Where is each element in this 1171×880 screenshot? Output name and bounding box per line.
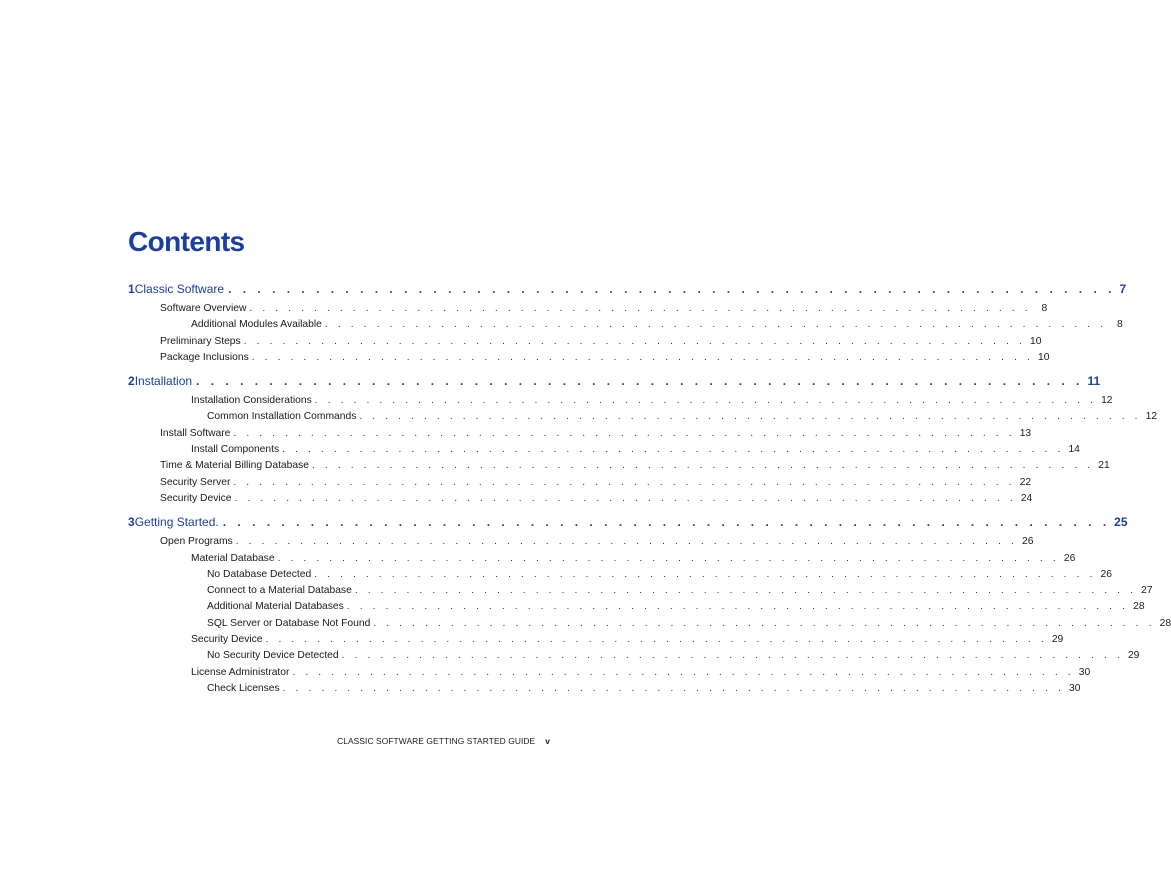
toc-entry[interactable] — [128, 634, 1064, 650]
dot-leader: . . . . . . . . . . . . . . . . . . . . . . . . . . . . . . . . . . . . . . . . . . . . . . . . . . . . . . . . . . . . . — [265, 634, 1048, 646]
entry-title: No Security Device Detected — [207, 650, 339, 662]
entry-page-number: 28 — [1133, 601, 1145, 613]
page-footer — [300, 736, 550, 746]
toc-entry[interactable] — [128, 351, 1050, 368]
entry-page-number: 12 — [1145, 411, 1158, 423]
entry-title: Check Licenses — [207, 682, 280, 694]
entry-title: SQL Server or Database Not Found — [207, 617, 371, 629]
dot-leader: . . . . . . . . . . . . . . . . . . . . . . . . . . . . . . . . . . . . . . . . . . . . . . . . . . . . . . . . . . . . . — [359, 411, 1142, 423]
toc-entry[interactable] — [128, 666, 1091, 683]
chapter-number: 1 — [128, 282, 135, 296]
toc-entry[interactable] — [128, 617, 1171, 634]
entry-title: Material Database — [191, 552, 275, 564]
toc-entry[interactable] — [128, 492, 1033, 509]
dot-leader: . . . . . . . . . . . . . . . . . . . . . . . . . . . . . . . . . . . . . . . . . . . . . . . . . . . . . . . . . . . . . — [277, 552, 1060, 564]
toc-entry[interactable] — [128, 650, 1140, 666]
entry-page-number: 8 — [1116, 319, 1123, 331]
entry-page-number: 12 — [1101, 395, 1113, 407]
entry-title: Security Device — [160, 492, 232, 504]
dot-leader: . . . . . . . . . . . . . . . . . . . . . . . . . . . . . . . . . . . . . . . . . . . . . . . . . . . . . . . . . . . . . — [354, 585, 1137, 597]
chapter-title: Getting Started. — [134, 515, 219, 530]
toc-entry[interactable] — [128, 460, 1110, 476]
entry-page-number: 13 — [1019, 427, 1032, 439]
chapter-page-number: 25 — [1114, 515, 1128, 530]
footer-guide-title: CLASSIC SOFTWARE GETTING STARTED GUIDE — [337, 736, 536, 746]
entry-page-number: 14 — [1068, 444, 1080, 456]
chapter-title: Classic Software — [134, 282, 225, 296]
toc-entry[interactable] — [128, 585, 1153, 601]
chapter-number: 3 — [128, 515, 135, 530]
chapter-page-number: 7 — [1119, 282, 1127, 296]
toc-chapter-link[interactable] — [128, 515, 1128, 535]
entry-page-number: 29 — [1051, 634, 1064, 646]
entry-title: Additional Material Databases — [207, 601, 344, 613]
entry-title: Install Software — [160, 427, 231, 439]
dot-leader: . . . . . . . . . . . . . . . . . . . . . . . . . . . . . . . . . . . . . . . . . . . . . . . . . . . . . . . . . . . . . — [346, 601, 1129, 613]
dot-leader: . . . . . . . . . . . . . . . . . . . . . . . . . . . . . . . . . . . . . . . . . . . . . . . . . . . . . . . . . . . . . — [233, 427, 1016, 439]
entry-page-number: 29 — [1127, 650, 1140, 662]
entry-title: Connect to a Material Database — [207, 585, 352, 597]
entry-title: Security Device — [191, 634, 263, 646]
toc-entry[interactable] — [128, 319, 1123, 335]
toc-entry[interactable] — [128, 601, 1145, 617]
entry-title: Package Inclusions — [160, 351, 249, 363]
entry-page-number: 26 — [1100, 568, 1112, 580]
toc-entry[interactable] — [128, 395, 1113, 411]
entry-title: Install Components — [191, 444, 280, 456]
entry-page-number: 24 — [1020, 492, 1033, 504]
toc-chapter — [128, 374, 1158, 509]
dot-leader: . . . . . . . . . . . . . . . . . . . . . . . . . . . . . . . . . . . . . . . . . . . . . . . . . . . . . . . . . . . . . — [314, 568, 1096, 580]
dot-leader: . . . . . . . . . . . . . . . . . . . . . . . . . . . . . . . . . . . . . . . . . . . . . . . . . . . . . . . . . . . . . — [324, 319, 1107, 331]
toc-entry[interactable] — [128, 444, 1080, 460]
dot-leader: . . . . . . . . . . . . . . . . . . . . . . . . . . . . . . . . . . . . . . . . . . . . . . . . . . . . . . . . . . . . . — [314, 395, 1097, 407]
chapter-number: 2 — [128, 374, 135, 389]
dot-leader: . . . . . . . . . . . . . . . . . . . . . . . . . . . . . . . . . . . . . . . . . . . . . . . . . . . . . . . . . . . . . — [282, 682, 1065, 694]
dot-leader: . . . . . . . . . . . . . . . . . . . . . . . . . . . . . . . . . . . . . . . . . . . . . . . . . . . . . . . . . . . . . — [251, 351, 1034, 363]
toc-chapter — [128, 515, 1171, 699]
chapter-title: Installation — [134, 374, 193, 389]
entry-title: Time & Material Billing Database — [160, 460, 309, 472]
entry-title: Open Programs — [160, 536, 233, 548]
toc-entry[interactable] — [128, 552, 1076, 569]
dot-leader: . . . . . . . . . . . . . . . . . . . . . . . . . . . . . . . . . . . . . . . . . . . . . . . . . . . . . . . . . . . . . — [196, 374, 1084, 389]
dot-leader: . . . . . . . . . . . . . . . . . . . . . . . . . . . . . . . . . . . . . . . . . . . . . . . . . . . . . . . . . . . . . — [222, 515, 1111, 530]
dot-leader: . . . . . . . . . . . . . . . . . . . . . . . . . . . . . . . . . . . . . . . . . . . . . . . . . . . . . . . . . . . . . — [249, 303, 1032, 314]
entry-title: Additional Modules Available — [191, 319, 322, 331]
toc-chapter-link[interactable] — [128, 282, 1127, 302]
toc-entry[interactable] — [128, 411, 1158, 427]
entry-page-number: 10 — [1038, 351, 1050, 363]
toc-entry[interactable] — [128, 303, 1048, 319]
entry-title: No Database Detected — [207, 568, 312, 580]
toc-entry[interactable] — [128, 476, 1032, 493]
toc-entry[interactable] — [128, 536, 1034, 552]
toc-entry[interactable] — [128, 682, 1081, 699]
dot-leader: . . . . . . . . . . . . . . . . . . . . . . . . . . . . . . . . . . . . . . . . . . . . . . . . . . . . . . . . . . . . . — [233, 476, 1016, 488]
entry-page-number: 26 — [1021, 536, 1034, 548]
toc-chapter-link[interactable] — [128, 374, 1101, 394]
dot-leader: . . . . . . . . . . . . . . . . . . . . . . . . . . . . . . . . . . . . . . . . . . . . . . . . . . . . . . . . . . . . . — [243, 335, 1026, 347]
dot-leader: . . . . . . . . . . . . . . . . . . . . . . . . . . . . . . . . . . . . . . . . . . . . . . . . . . . . . . . . . . . . . — [341, 650, 1124, 662]
chapter-page-number: 11 — [1087, 374, 1101, 389]
entry-page-number: 30 — [1068, 682, 1081, 694]
entry-page-number: 30 — [1078, 666, 1091, 678]
table-of-contents — [128, 282, 1171, 705]
dot-leader: . . . . . . . . . . . . . . . . . . . . . . . . . . . . . . . . . . . . . . . . . . . . . . . . . . . . . . . . . . . . . — [282, 444, 1064, 456]
entry-page-number: 21 — [1098, 460, 1110, 472]
entry-page-number: 26 — [1063, 552, 1076, 564]
entry-page-number: 22 — [1019, 476, 1032, 488]
dot-leader: . . . . . . . . . . . . . . . . . . . . . . . . . . . . . . . . . . . . . . . . . . . . . . . . . . . . . . . . . . . . . — [228, 282, 1116, 296]
entry-title: License Administrator — [191, 666, 290, 678]
entry-page-number: 10 — [1029, 335, 1042, 347]
entry-page-number: 28 — [1159, 617, 1171, 629]
toc-entry[interactable] — [128, 427, 1032, 444]
entry-page-number: 8 — [1041, 303, 1048, 314]
entry-page-number: 27 — [1141, 585, 1153, 597]
dot-leader: . . . . . . . . . . . . . . . . . . . . . . . . . . . . . . . . . . . . . . . . . . . . . . . . . . . . . . . . . . . . . — [292, 666, 1075, 678]
footer-page-number: v — [545, 736, 550, 746]
dot-leader: . . . . . . . . . . . . . . . . . . . . . . . . . . . . . . . . . . . . . . . . . . . . . . . . . . . . . . . . . . . . . — [235, 536, 1018, 548]
entry-title: Common Installation Commands — [207, 411, 357, 423]
page-title: Contents — [128, 226, 245, 257]
dot-leader: . . . . . . . . . . . . . . . . . . . . . . . . . . . . . . . . . . . . . . . . . . . . . . . . . . . . . . . . . . . . . — [311, 460, 1094, 472]
toc-entry[interactable] — [128, 335, 1042, 352]
entry-title: Preliminary Steps — [160, 335, 241, 347]
dot-leader: . . . . . . . . . . . . . . . . . . . . . . . . . . . . . . . . . . . . . . . . . . . . . . . . . . . . . . . . . . . . . — [234, 492, 1017, 504]
toc-chapter — [128, 282, 1127, 368]
entry-title: Installation Considerations — [191, 395, 312, 407]
entry-title: Security Server — [160, 476, 231, 488]
toc-entry[interactable] — [128, 568, 1112, 585]
entry-title: Software Overview — [160, 303, 247, 314]
dot-leader: . . . . . . . . . . . . . . . . . . . . . . . . . . . . . . . . . . . . . . . . . . . . . . . . . . . . . . . . . . . . . — [373, 617, 1156, 629]
